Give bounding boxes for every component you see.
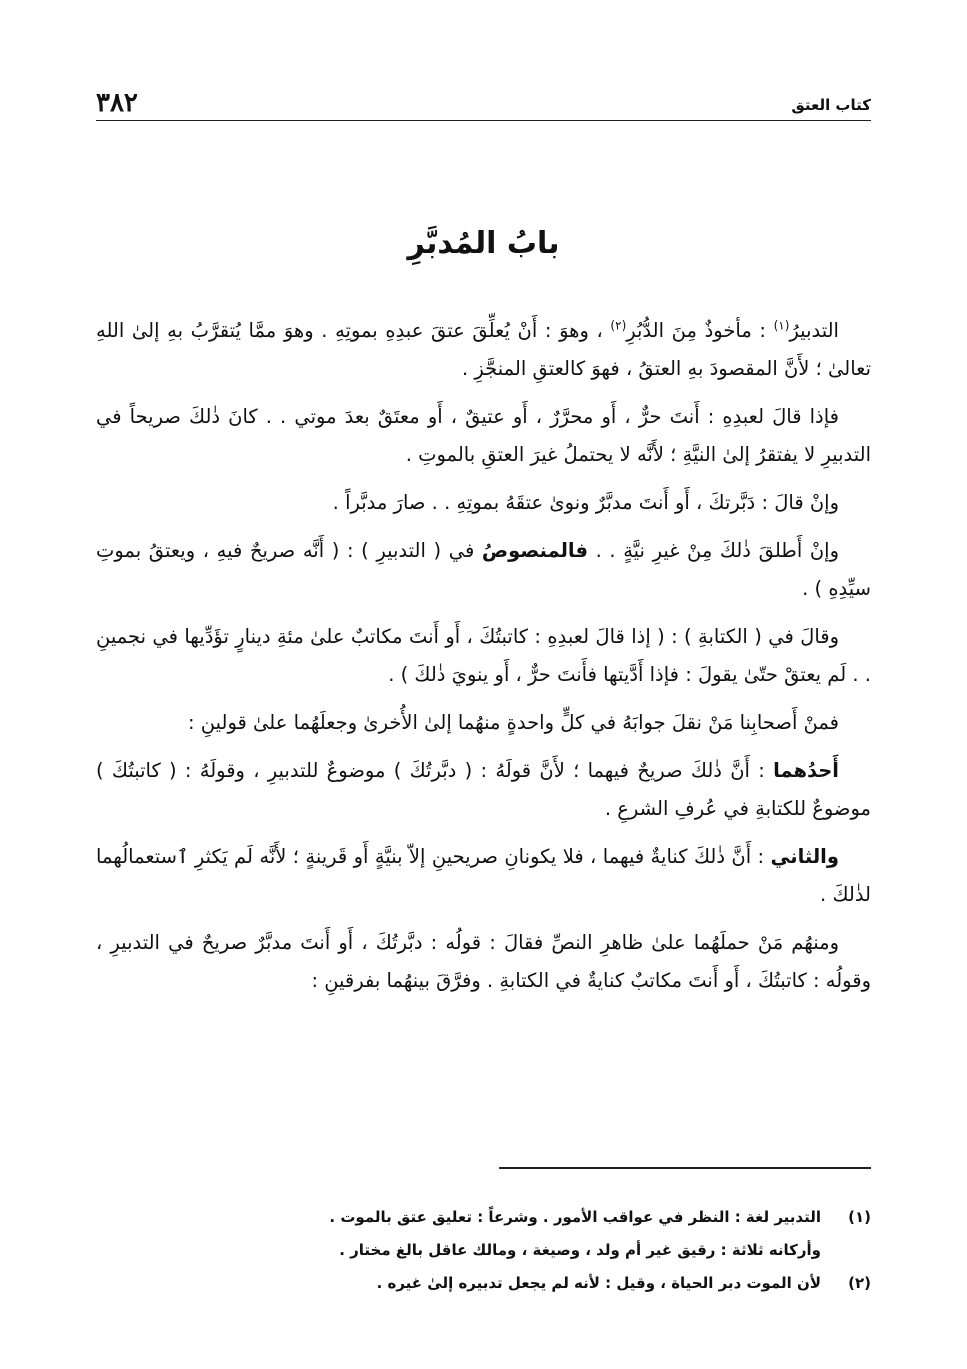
paragraph-3: وإنْ قالَ : دَبَّرتكَ ، أَو أَنتَ مدبَّرٌ ونوىٰ عتقَهُ بموتِهِ . . صارَ مدبَّراً . [332, 491, 839, 514]
running-header [96, 86, 871, 121]
p1-text-a: : مأخوذٌ مِنَ الدُّبُرِ [626, 319, 774, 342]
page-number: ٣٨٢ [96, 88, 138, 118]
p4-text-b: في ( التدبيرِ ) : ( أَنَّه صريحٌ فيهِ ، ويعتقُ بموتِ سيِّدِهِ ) . [96, 539, 871, 600]
footnote-1-continuation: وأركانه ثلاثة : رقيق غير أم ولد ، وصيغة ، ومالك عاقل بالغ مختار . [339, 1241, 821, 1259]
p4-text-a: وإنْ أَطلقَ ذٰلكَ مِنْ غيرِ نيَّةٍ . . [588, 539, 839, 562]
paragraph-5: وقالَ في ( الكتابةِ ) : ( إذا قالَ لعبدِهِ : كاتبتُكَ ، أَو أَنتَ مكاتبٌ علىٰ مئةِ دينارٍ تؤَدِّيها في نجمينِ . . لَم يعتقْ حتّىٰ يقولَ : فإذا أَدَّيتها فأَنتَ حرٌّ ، أَو ينويَ ذٰلكَ ) . [96, 625, 871, 686]
paragraph-1 [96, 312, 871, 388]
paragraph-6: فمنْ أَصحابِنا مَنْ نقلَ جوابَهُ في كلٍّ واحدةٍ منهُما إلىٰ الأُخرىٰ وجعلَهُما علىٰ قولينِ : [188, 711, 839, 734]
p8-keyword: والثاني [770, 845, 839, 868]
p7-keyword: أَحدُهما [773, 759, 839, 782]
paragraph-2: فإذا قالَ لعبدِهِ : أَنتَ حرٌّ ، أَو محرَّرٌ ، أَو عتيقٌ ، أَو معتَقٌ بعدَ موتي . . كانَ ذٰلكَ صريحاً في التدبيرِ لا يفتقرُ إلىٰ النيَّةِ ؛ لأَنَّه لا يحتملُ غيرَ العتقِ بالموتِ . [96, 405, 871, 466]
p1-term: التدبيرُ [789, 319, 839, 342]
footnote-2-text: لأن الموت دبر الحياة ، وقيل : لأنه لم يجعل تدبيره إلىٰ غيره . [376, 1274, 821, 1292]
paragraph-8 [96, 838, 871, 914]
footnote-1 [96, 1201, 871, 1234]
footnote-ref-2: (٢) [610, 318, 627, 333]
paragraph-9: ومنهُم مَنْ حملَهُما علىٰ ظاهرِ النصِّ فقالَ : قولُه : دبَّرتُكَ ، أَو أَنتَ مدبَّرٌ صريحٌ في التدبيرِ ، وقولُه : كاتبتُكَ ، أَو أَنتَ مكاتبٌ كنايةٌ في الكتابةِ . وفرَّقَ بينهُما بفرقينِ : [96, 931, 871, 992]
footnote-divider [499, 1167, 871, 1169]
p7-text: : أَنَّ ذٰلكَ صريحٌ فيهما ؛ لأَنَّ قولَهُ : ( دبَّرتُكَ ) موضوعٌ للتدبيرِ ، وقولَهُ : ( كاتبتُكَ ) موضوعٌ للكتابةِ في عُرفِ الشرعِ . [96, 759, 871, 820]
book-title: كتاب العتق [791, 96, 871, 114]
paragraph-4 [96, 532, 871, 608]
footnote-1-text: التدبير لغة : النظر في عواقب الأمور . وشرعاً : تعليق عتق بالموت . [329, 1208, 821, 1226]
p1-text-b: ، وهوَ : أَنْ يُعلِّقَ عتقَ عبدِهِ بموتِهِ . وهوَ ممَّا يُتقرَّبُ بهِ إلىٰ اللهِ تعالىٰ ؛ لأَنَّ المقصودَ بهِ العتقُ ، فهوَ كالعتقِ المنجَّزِ . [96, 319, 871, 380]
chapter-title: بابُ المُدبَّرِ [407, 226, 560, 261]
paragraph-7 [96, 752, 871, 828]
p8-text: : أَنَّ ذٰلكَ كنايةٌ فيهما ، فلا يكونانِ صريحينِ إلاّ بنيَّةٍ أَو قَرينةٍ ؛ لأَنَّه لَم يَكثرِ ٱستعمالُهما لذٰلكَ . [96, 845, 871, 906]
footnote-ref-1: (١) [773, 318, 790, 333]
footnote-1-number: (١) [848, 1208, 871, 1226]
main-text [96, 312, 871, 1010]
footnote-2-number: (٢) [848, 1274, 871, 1292]
footnotes [96, 1201, 871, 1300]
footnote-2 [96, 1267, 871, 1300]
p4-keyword: فالمنصوصُ [481, 539, 588, 562]
